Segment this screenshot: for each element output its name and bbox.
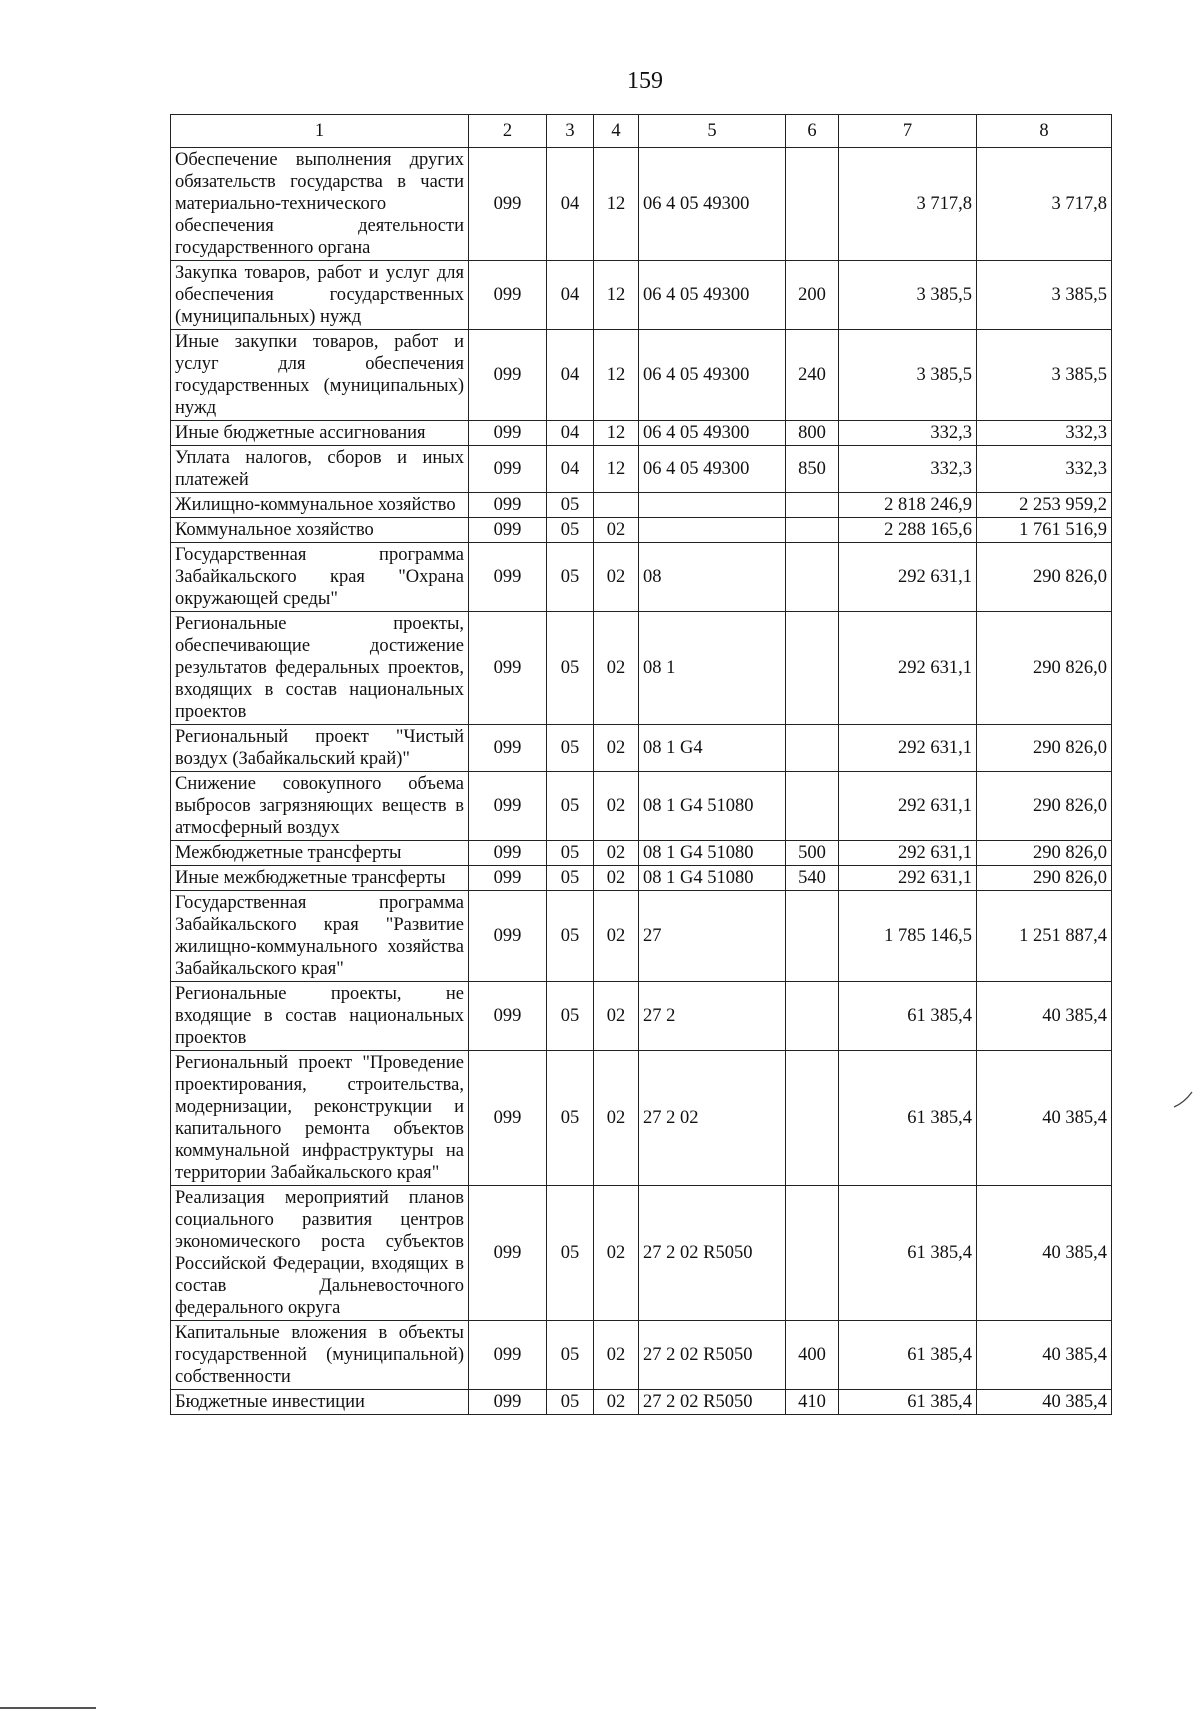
row-name: Государственная программа Забайкальского края "Охрана окружающей среды" — [171, 543, 469, 612]
amount-year-1: 332,3 — [839, 446, 977, 493]
code-target-article: 08 1 G4 51080 — [639, 772, 786, 841]
code-admin: 099 — [469, 1186, 547, 1321]
table-row — [171, 891, 1112, 982]
code-subsection: 02 — [594, 543, 639, 612]
column-header: 6 — [786, 115, 839, 148]
amount-year-2: 2 253 959,2 — [977, 493, 1112, 518]
code-section: 04 — [547, 148, 594, 261]
row-name: Государственная программа Забайкальского края "Развитие жилищно-коммунального хозяйства Забайкальского края" — [171, 891, 469, 982]
amount-year-1: 3 385,5 — [839, 261, 977, 330]
code-target-article: 06 4 05 49300 — [639, 446, 786, 493]
amount-year-2: 40 385,4 — [977, 1051, 1112, 1186]
code-admin: 099 — [469, 841, 547, 866]
code-admin: 099 — [469, 421, 547, 446]
table-row — [171, 772, 1112, 841]
row-name: Региональный проект "Чистый воздух (Забайкальский край)" — [171, 725, 469, 772]
amount-year-1: 292 631,1 — [839, 612, 977, 725]
row-name: Обеспечение выполнения других обязательств государства в части материально-технического обеспечения деятельности государственного органа — [171, 148, 469, 261]
amount-year-1: 61 385,4 — [839, 982, 977, 1051]
row-name: Иные межбюджетные трансферты — [171, 866, 469, 891]
amount-year-2: 40 385,4 — [977, 1186, 1112, 1321]
row-name: Снижение совокупного объема выбросов загрязняющих веществ в атмосферный воздух — [171, 772, 469, 841]
pen-mark-icon — [1172, 1090, 1194, 1110]
table-row — [171, 518, 1112, 543]
column-header: 3 — [547, 115, 594, 148]
row-name: Региональные проекты, не входящие в состав национальных проектов — [171, 982, 469, 1051]
amount-year-1: 332,3 — [839, 421, 977, 446]
table-row — [171, 1051, 1112, 1186]
row-name: Капитальные вложения в объекты государственной (муниципальной) собственности — [171, 1321, 469, 1390]
row-name: Иные бюджетные ассигнования — [171, 421, 469, 446]
code-section: 05 — [547, 1186, 594, 1321]
table-row — [171, 841, 1112, 866]
code-target-article: 08 — [639, 543, 786, 612]
table-row — [171, 543, 1112, 612]
table-row — [171, 1186, 1112, 1321]
code-admin: 099 — [469, 446, 547, 493]
amount-year-2: 40 385,4 — [977, 1321, 1112, 1390]
amount-year-1: 3 385,5 — [839, 330, 977, 421]
code-section: 05 — [547, 982, 594, 1051]
amount-year-1: 292 631,1 — [839, 841, 977, 866]
code-section: 05 — [547, 518, 594, 543]
code-target-article: 27 2 02 R5050 — [639, 1390, 786, 1415]
code-subsection: 02 — [594, 866, 639, 891]
code-expense-type — [786, 891, 839, 982]
amount-year-2: 332,3 — [977, 421, 1112, 446]
row-name: Уплата налогов, сборов и иных платежей — [171, 446, 469, 493]
code-target-article: 08 1 — [639, 612, 786, 725]
code-subsection: 12 — [594, 330, 639, 421]
code-section: 04 — [547, 330, 594, 421]
code-subsection: 02 — [594, 612, 639, 725]
code-admin: 099 — [469, 1390, 547, 1415]
code-target-article: 08 1 G4 51080 — [639, 841, 786, 866]
code-section: 04 — [547, 446, 594, 493]
column-header: 5 — [639, 115, 786, 148]
code-admin: 099 — [469, 866, 547, 891]
amount-year-2: 290 826,0 — [977, 612, 1112, 725]
code-admin: 099 — [469, 330, 547, 421]
row-name: Реализация мероприятий планов социального развития центров экономического роста субъектов Российской Федерации, входящих в состав Дальневосточного федерального округа — [171, 1186, 469, 1321]
amount-year-1: 292 631,1 — [839, 772, 977, 841]
row-name: Межбюджетные трансферты — [171, 841, 469, 866]
code-section: 05 — [547, 725, 594, 772]
amount-year-2: 290 826,0 — [977, 725, 1112, 772]
code-target-article: 08 1 G4 — [639, 725, 786, 772]
header-row — [171, 115, 1112, 148]
amount-year-1: 1 785 146,5 — [839, 891, 977, 982]
code-subsection — [594, 493, 639, 518]
amount-year-2: 3 717,8 — [977, 148, 1112, 261]
code-target-article: 27 2 02 R5050 — [639, 1186, 786, 1321]
code-subsection: 02 — [594, 1186, 639, 1321]
code-target-article: 27 2 — [639, 982, 786, 1051]
code-expense-type — [786, 725, 839, 772]
code-admin: 099 — [469, 1321, 547, 1390]
code-expense-type: 500 — [786, 841, 839, 866]
row-name: Региональный проект "Проведение проектирования, строительства, модернизации, реконструкции и капитального ремонта объектов коммунальной инфраструктуры на территории Забайкальского края" — [171, 1051, 469, 1186]
code-section: 04 — [547, 261, 594, 330]
code-section: 05 — [547, 1390, 594, 1415]
amount-year-2: 290 826,0 — [977, 866, 1112, 891]
code-section: 04 — [547, 421, 594, 446]
table-row — [171, 261, 1112, 330]
code-section: 05 — [547, 543, 594, 612]
table-row — [171, 1321, 1112, 1390]
column-header: 2 — [469, 115, 547, 148]
code-target-article: 06 4 05 49300 — [639, 148, 786, 261]
code-section: 05 — [547, 841, 594, 866]
amount-year-2: 290 826,0 — [977, 841, 1112, 866]
table-row — [171, 148, 1112, 261]
code-subsection: 02 — [594, 1321, 639, 1390]
amount-year-2: 1 251 887,4 — [977, 891, 1112, 982]
code-admin: 099 — [469, 612, 547, 725]
amount-year-2: 3 385,5 — [977, 261, 1112, 330]
code-admin: 099 — [469, 725, 547, 772]
code-expense-type: 200 — [786, 261, 839, 330]
amount-year-2: 1 761 516,9 — [977, 518, 1112, 543]
code-subsection: 12 — [594, 421, 639, 446]
code-section: 05 — [547, 493, 594, 518]
table-row — [171, 493, 1112, 518]
code-expense-type: 850 — [786, 446, 839, 493]
code-expense-type: 410 — [786, 1390, 839, 1415]
code-admin: 099 — [469, 891, 547, 982]
code-subsection: 02 — [594, 891, 639, 982]
table-row — [171, 421, 1112, 446]
code-subsection: 12 — [594, 446, 639, 493]
code-expense-type: 400 — [786, 1321, 839, 1390]
code-subsection: 12 — [594, 148, 639, 261]
column-header: 4 — [594, 115, 639, 148]
code-target-article — [639, 518, 786, 543]
code-subsection: 02 — [594, 1051, 639, 1186]
code-expense-type — [786, 148, 839, 261]
code-subsection: 02 — [594, 841, 639, 866]
row-name: Иные закупки товаров, работ и услуг для обеспечения государственных (муниципальных) нужд — [171, 330, 469, 421]
code-subsection: 02 — [594, 982, 639, 1051]
code-admin: 099 — [469, 1051, 547, 1186]
column-header: 8 — [977, 115, 1112, 148]
table-row — [171, 725, 1112, 772]
code-admin: 099 — [469, 772, 547, 841]
code-expense-type — [786, 518, 839, 543]
table-row — [171, 612, 1112, 725]
row-name: Закупка товаров, работ и услуг для обеспечения государственных (муниципальных) нужд — [171, 261, 469, 330]
row-name: Коммунальное хозяйство — [171, 518, 469, 543]
code-expense-type — [786, 982, 839, 1051]
row-name: Жилищно-коммунальное хозяйство — [171, 493, 469, 518]
code-target-article: 27 — [639, 891, 786, 982]
code-section: 05 — [547, 1321, 594, 1390]
code-subsection: 02 — [594, 772, 639, 841]
amount-year-2: 40 385,4 — [977, 1390, 1112, 1415]
code-section: 05 — [547, 891, 594, 982]
code-target-article: 08 1 G4 51080 — [639, 866, 786, 891]
table-row — [171, 866, 1112, 891]
code-expense-type: 240 — [786, 330, 839, 421]
code-expense-type — [786, 543, 839, 612]
code-admin: 099 — [469, 261, 547, 330]
code-section: 05 — [547, 866, 594, 891]
code-subsection: 12 — [594, 261, 639, 330]
amount-year-1: 61 385,4 — [839, 1321, 977, 1390]
code-section: 05 — [547, 772, 594, 841]
code-admin: 099 — [469, 543, 547, 612]
amount-year-1: 3 717,8 — [839, 148, 977, 261]
code-target-article: 27 2 02 R5050 — [639, 1321, 786, 1390]
code-expense-type — [786, 1186, 839, 1321]
code-target-article: 06 4 05 49300 — [639, 330, 786, 421]
amount-year-2: 3 385,5 — [977, 330, 1112, 421]
table-row — [171, 330, 1112, 421]
amount-year-1: 61 385,4 — [839, 1051, 977, 1186]
code-expense-type — [786, 772, 839, 841]
code-admin: 099 — [469, 493, 547, 518]
amount-year-1: 292 631,1 — [839, 866, 977, 891]
page-number: 159 — [627, 68, 663, 94]
row-name: Региональные проекты, обеспечивающие достижение результатов федеральных проектов, входящих в состав национальных проектов — [171, 612, 469, 725]
table-row — [171, 1390, 1112, 1415]
scan-edge-line — [0, 1707, 96, 1709]
amount-year-2: 290 826,0 — [977, 772, 1112, 841]
code-target-article: 27 2 02 — [639, 1051, 786, 1186]
amount-year-1: 2 818 246,9 — [839, 493, 977, 518]
code-section: 05 — [547, 612, 594, 725]
code-expense-type: 540 — [786, 866, 839, 891]
table-row — [171, 446, 1112, 493]
code-subsection: 02 — [594, 725, 639, 772]
budget-table — [170, 114, 1112, 1415]
amount-year-1: 2 288 165,6 — [839, 518, 977, 543]
amount-year-1: 61 385,4 — [839, 1186, 977, 1321]
code-expense-type — [786, 493, 839, 518]
code-expense-type — [786, 612, 839, 725]
amount-year-2: 40 385,4 — [977, 982, 1112, 1051]
amount-year-2: 332,3 — [977, 446, 1112, 493]
amount-year-1: 61 385,4 — [839, 1390, 977, 1415]
code-expense-type — [786, 1051, 839, 1186]
column-header: 1 — [171, 115, 469, 148]
code-subsection: 02 — [594, 518, 639, 543]
amount-year-2: 290 826,0 — [977, 543, 1112, 612]
code-admin: 099 — [469, 518, 547, 543]
code-admin: 099 — [469, 982, 547, 1051]
amount-year-1: 292 631,1 — [839, 725, 977, 772]
column-header: 7 — [839, 115, 977, 148]
code-admin: 099 — [469, 148, 547, 261]
row-name: Бюджетные инвестиции — [171, 1390, 469, 1415]
code-expense-type: 800 — [786, 421, 839, 446]
code-target-article: 06 4 05 49300 — [639, 421, 786, 446]
amount-year-1: 292 631,1 — [839, 543, 977, 612]
table-row — [171, 982, 1112, 1051]
code-section: 05 — [547, 1051, 594, 1186]
code-target-article — [639, 493, 786, 518]
code-subsection: 02 — [594, 1390, 639, 1415]
code-target-article: 06 4 05 49300 — [639, 261, 786, 330]
